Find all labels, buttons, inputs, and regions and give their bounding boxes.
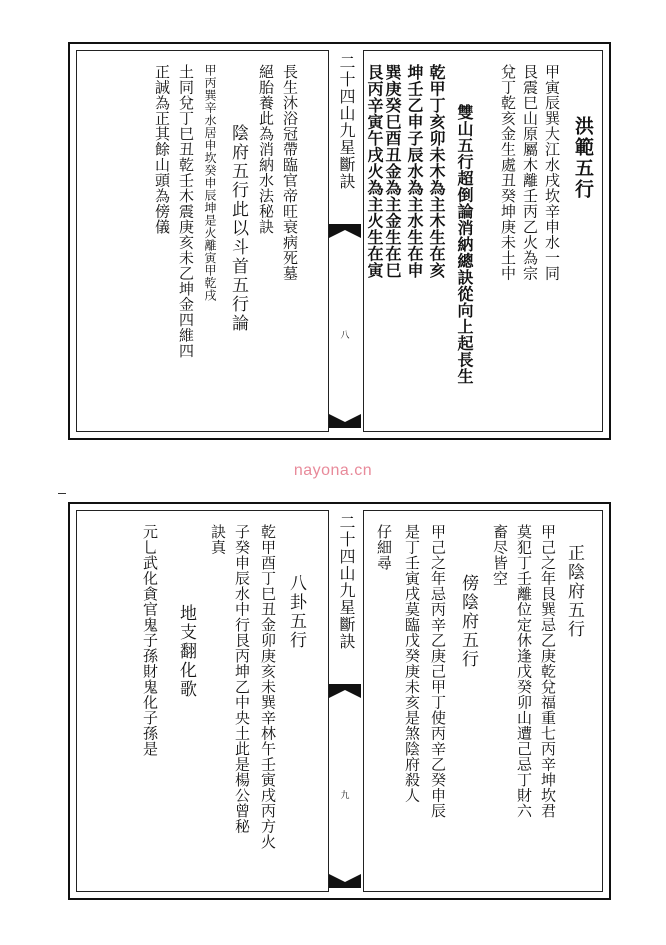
text-column: 甲己之年艮巽忌乙庚乾兌福重七丙辛坤坎君 [539,524,557,819]
text-column: 艮震巳山原屬木離壬丙乙火為宗 [521,64,539,281]
spine-title: 二十四山九星斷訣 [337,54,356,190]
text-column: 土同兌丁巳丑乾壬木震庚亥未乙坤金四維四 [177,64,195,359]
spine [328,510,364,892]
heading-hongfan-wuxing: 洪範五行 [572,116,594,200]
text-column: 正誠為正其餘山頭為傍儀 [153,64,171,235]
folio-number: 九 [340,791,350,801]
text-column-bold: 巽庚癸巳酉丑金為主金生在巳 [383,64,402,279]
folio-number: 八 [340,331,350,341]
text-column: 絕胎養此為消納水法秘訣 [257,64,275,235]
spine-title: 二十四山九星斷訣 [337,514,356,650]
heading-zheng-yinfu: 正陰府五行 [564,544,584,639]
text-column: 甲丙巽辛水居申坎癸申辰坤是火離寅甲乾戌 [203,64,217,302]
text-column-bold: 乾甲丁亥卯未木為主木生在亥 [427,64,446,279]
heading-dizhi-fanhua: 地支翻化歌 [176,604,196,699]
text-column: 兌丁乾亥金生處丑癸坤庚未土中 [499,64,517,281]
top-page [68,42,611,440]
heading-bang-yinfu: 傍陰府五行 [458,574,478,669]
watermark: nayona.cn [293,462,373,479]
text-column: 子癸申辰水中行艮丙坤乙中央土此是楊公曾秘 [233,524,251,834]
text-column: 畜尽皆空 [491,524,509,586]
heading-yinfu-wuxing: 陰府五行此以斗首五行論 [228,124,248,333]
text-column: 乾甲酉丁巳丑金卯庚亥未巽辛林午壬寅戌丙方火 [259,524,277,850]
heading-bagua-wuxing: 八卦五行 [286,574,306,650]
text-column: 甲己之年忌丙辛乙庚己甲丁使丙辛乙癸申辰 [429,524,447,819]
bottom-page [68,502,611,900]
text-column: 甲寅辰巽大江水戌坎辛申水一同 [543,64,561,281]
text-column-bold: 坤壬乙申子辰水為主水生在申 [405,64,424,279]
text-column-bold: 艮丙辛寅午戌火為主火生在寅 [365,64,384,279]
text-column: 是丁壬寅戌莫臨戊癸庚未亥是煞陰府殺人 [403,524,421,803]
fishtail-mark [329,684,361,698]
fishtail-mark [329,224,361,238]
spine [328,50,364,432]
fishtail-mark [329,414,361,428]
text-column: 仔細尋 [375,524,393,571]
text-column: 訣真 [209,524,227,555]
fishtail-mark [329,874,361,888]
text-column: 莫犯丁壬離位定休逢戊癸卯山遭己忌丁財六 [515,524,533,819]
text-column: 長生沐浴冠帶臨官帝旺衰病死墓 [281,64,299,281]
text-column-bold: 雙山五行超倒論消納總訣從向上起長生 [455,104,474,385]
text-column: 元乚武化貪官鬼子孫財鬼化子孫是 [141,524,159,757]
stray-mark [58,493,66,494]
